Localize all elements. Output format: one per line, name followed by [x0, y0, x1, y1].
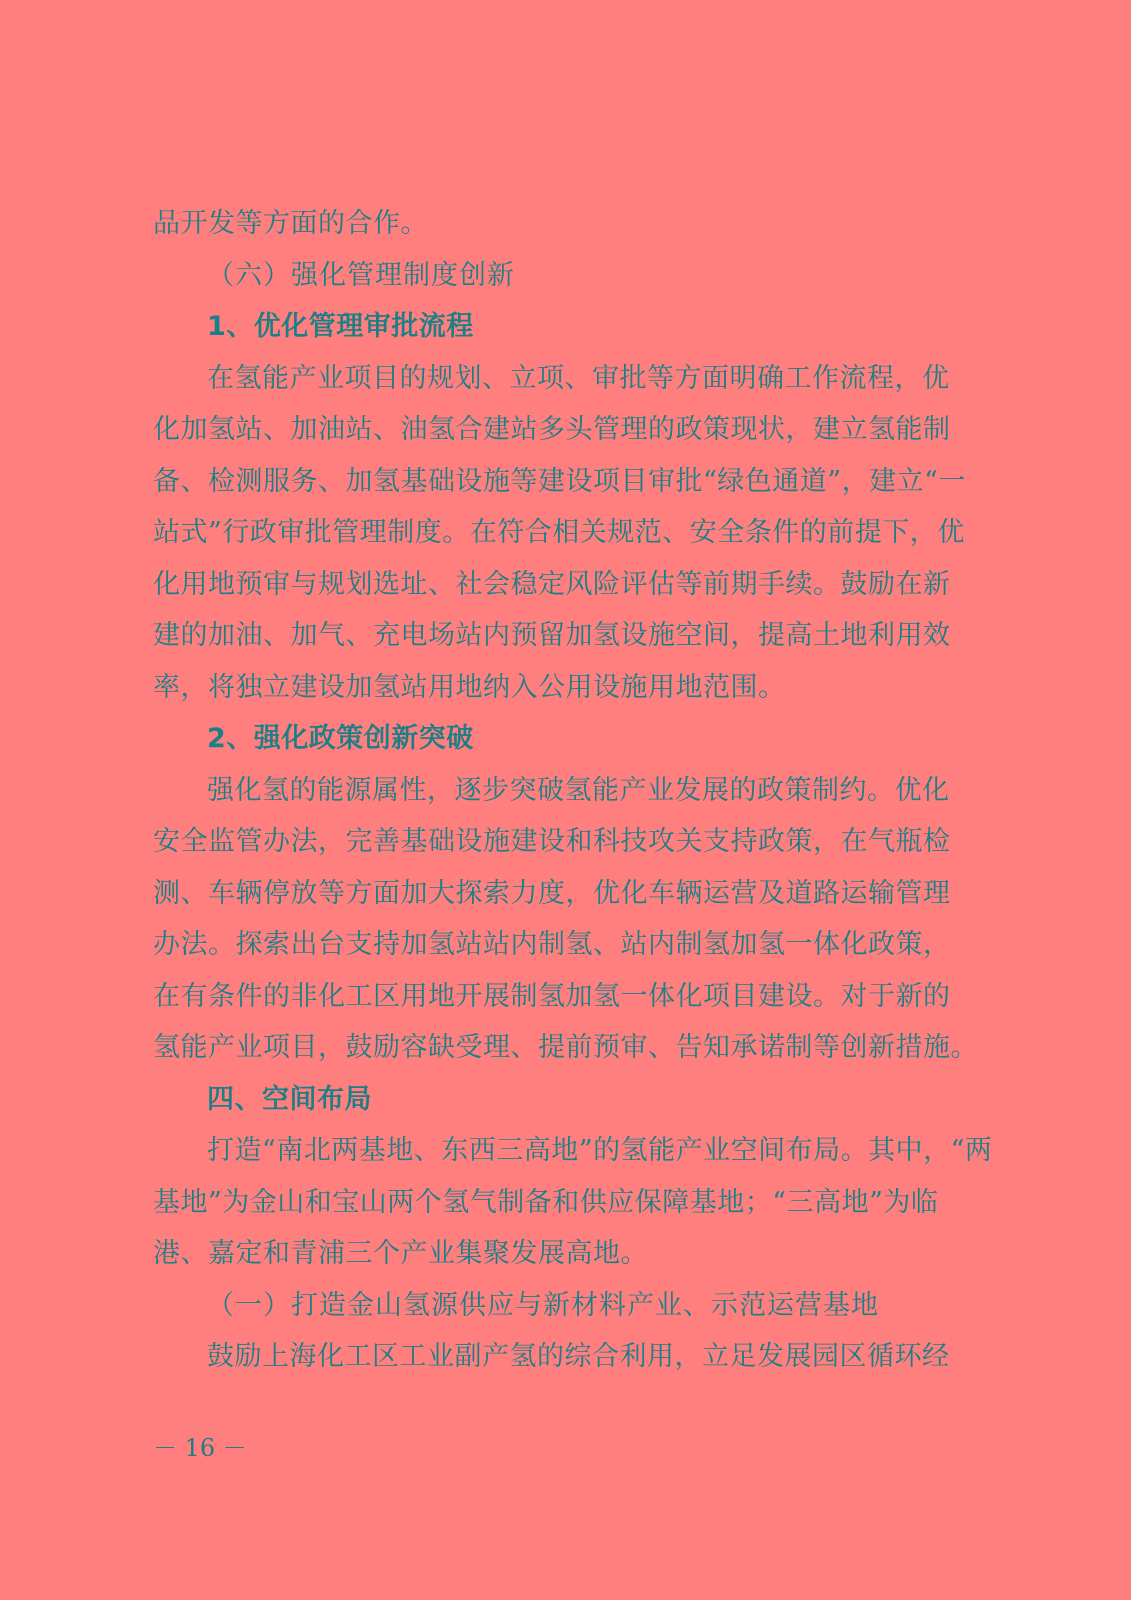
- body-text-line: 港、嘉定和青浦三个产业集聚发展高地。: [153, 1238, 648, 1269]
- document-body: [153, 198, 993, 1383]
- body-text-line: 在有条件的非化工区用地开展制氢加氢一体化项目建设。对于新的: [153, 980, 951, 1012]
- body-text-line: 建的加油、加气、充电场站内预留加氢设施空间，提高土地利用效: [153, 620, 951, 651]
- chapter-heading: 四、空间布局: [207, 1083, 372, 1115]
- body-text-line: 站式”行政审批管理制度。在符合相关规范、安全条件的前提下，优: [153, 517, 965, 548]
- body-text-line: 办法。探索出台支持加氢站站内制氢、站内制氢加氢一体化政策，: [153, 929, 951, 960]
- page-number: － 16 －: [153, 1434, 247, 1462]
- body-text-line: 化用地预审与规划选址、社会稳定风险评估等前期手续。鼓励在新: [153, 568, 951, 600]
- body-text-line: 基地”为金山和宝山两个氢气制备和供应保障基地；“三高地”为临: [153, 1186, 939, 1218]
- body-text-line: 安全监管办法，完善基础设施建设和科技攻关支持政策，在气瓶检: [153, 826, 951, 857]
- body-text-line: 备、检测服务、加氢基础设施等建设项目审批“绿色通道”，建立“一: [153, 465, 966, 497]
- body-text-line: 打造“南北两基地、东西三高地”的氢能产业空间布局。其中，“两: [207, 1135, 993, 1166]
- body-text-line: 鼓励上海化工区工业副产氢的综合利用，立足发展园区循环经: [207, 1341, 950, 1372]
- body-text-line: 化加氢站、加油站、油氢合建站多头管理的政策现状，建立氢能制: [153, 414, 951, 445]
- subsection-heading: 1、优化管理审批流程: [207, 311, 474, 342]
- body-text-line: 在氢能产业项目的规划、立项、审批等方面明确工作流程，优: [207, 362, 950, 394]
- section-heading: （六）强化管理制度创新: [207, 259, 515, 291]
- body-text-line: 测、车辆停放等方面加大探索力度，优化车辆运营及道路运输管理: [153, 877, 951, 909]
- body-text-line: 氢能产业项目，鼓励容缺受理、提前预审、告知承诺制等创新措施。: [153, 1032, 978, 1063]
- body-text-line: 品开发等方面的合作。: [153, 208, 428, 239]
- body-text-line: 率，将独立建设加氢站用地纳入公用设施用地范围。: [153, 671, 786, 703]
- section-heading: （一）打造金山氢源供应与新材料产业、示范运营基地: [207, 1289, 879, 1321]
- body-text-line: 强化氢的能源属性，逐步突破氢能产业发展的政策制约。优化: [207, 774, 950, 806]
- subsection-heading: 2、强化政策创新突破: [207, 723, 474, 754]
